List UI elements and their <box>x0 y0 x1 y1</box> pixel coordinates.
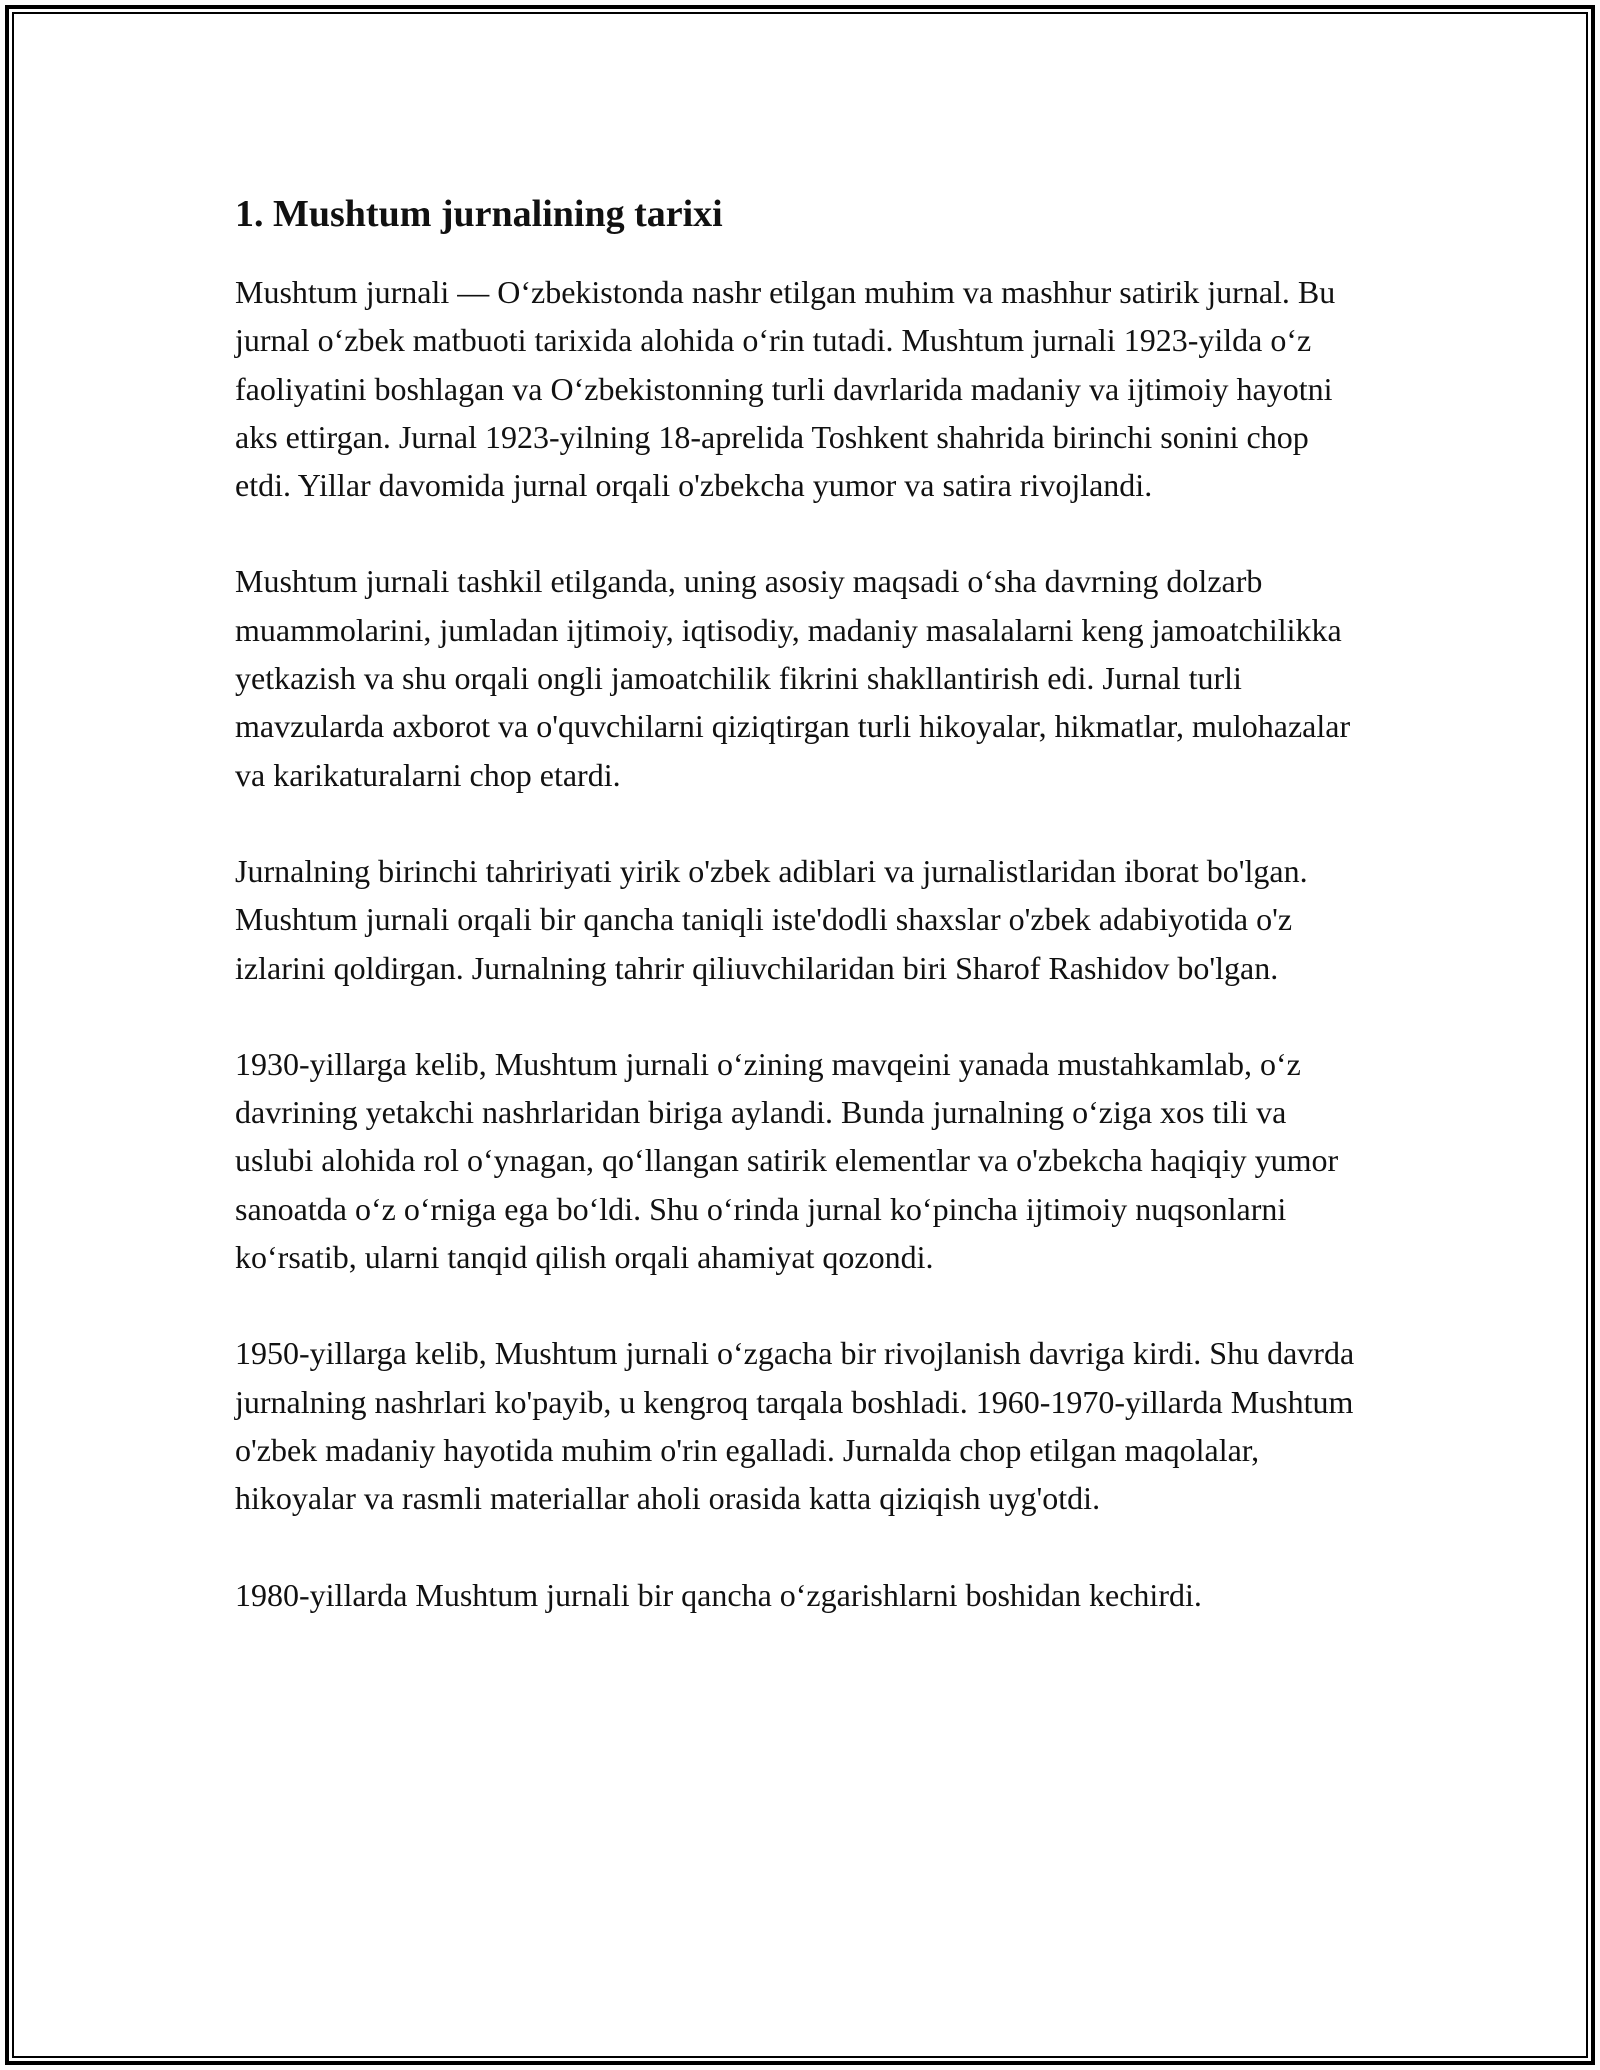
paragraph-3: Jurnalning birinchi tahririyati yirik o'zbek adiblari va jurnalistlaridan iborat bo'lgan. Mushtum jurnali orqali bir qancha taniqli iste'dodli shaxslar o'zbek adabiyotida o'z izlarini qoldirgan. Jurnalning tahrir qiliuvchilaridan biri Sharof Rashidov bo'lgan. <box>235 852 1308 986</box>
paragraph-1: Mushtum jurnali — O‘zbekistonda nashr etilgan muhim va mashhur satirik jurnal. Bu jurnal o‘zbek matbuoti tarixida alohida o‘rin tutadi. Mushtum jurnali 1923-yilda o‘z faoliyatini boshlagan va O‘zbekistonning turli davrlarida madaniy va ijtimoiy hayotni aks ettirgan. Jurnal 1923-yilning 18-aprelida Toshkent shahrida birinchi sonini chop etdi. Yillar davomida jurnal orqali o'zbekcha yumor va satira rivojlandi. <box>235 274 1336 504</box>
paragraph-2: Mushtum jurnali tashkil etilganda, uning asosiy maqsadi o‘sha davrning dolzarb muammolarini, jumladan ijtimoiy, iqtisodiy, madaniy masalalarni keng jamoatchilikka yetkazish va shu orqali ongli jamoatchilik fikrini shakllantirish edi. Jurnal turli mavzularda axborot va o'quvchilarni qiziqtirgan turli hikoyalar, hikmatlar, mulohazalar va karikaturalarni chop etardi. <box>235 563 1351 793</box>
section-heading: 1. Mushtum jurnalining tarixi <box>235 193 723 235</box>
paragraph-6: 1980-yillarda Mushtum jurnali bir qancha o‘zgarishlarni boshidan kechirdi. <box>235 1576 1202 1613</box>
document-body <box>235 188 1365 1667</box>
paragraph-5: 1950-yillarga kelib, Mushtum jurnali o‘zgacha bir rivojlanish davriga kirdi. Shu davrda jurnalning nashrlari ko'payib, u kengroq tarqala boshladi. 1960-1970-yillarda Mushtum o'zbek madaniy hayotida muhim o'rin egalladi. Jurnalda chop etilgan maqolalar, hikoyalar va rasmli materiallar aholi orasida katta qiziqish uyg'otdi. <box>235 1335 1355 1517</box>
paragraph-4: 1930-yillarga kelib, Mushtum jurnali o‘zining mavqeini yanada mustahkamlab, o‘z davrining yetakchi nashrlaridan biriga aylandi. Bunda jurnalning o‘ziga xos tili va uslubi alohida rol o‘ynagan, qo‘llangan satirik elementlar va o'zbekcha haqiqiy yumor sanoatda o‘z o‘rniga ega bo‘ldi. Shu o‘rinda jurnal ko‘pincha ijtimoiy nuqsonlarni ko‘rsatib, ularni tanqid qilish orqali ahamiyat qozondi. <box>235 1045 1339 1276</box>
